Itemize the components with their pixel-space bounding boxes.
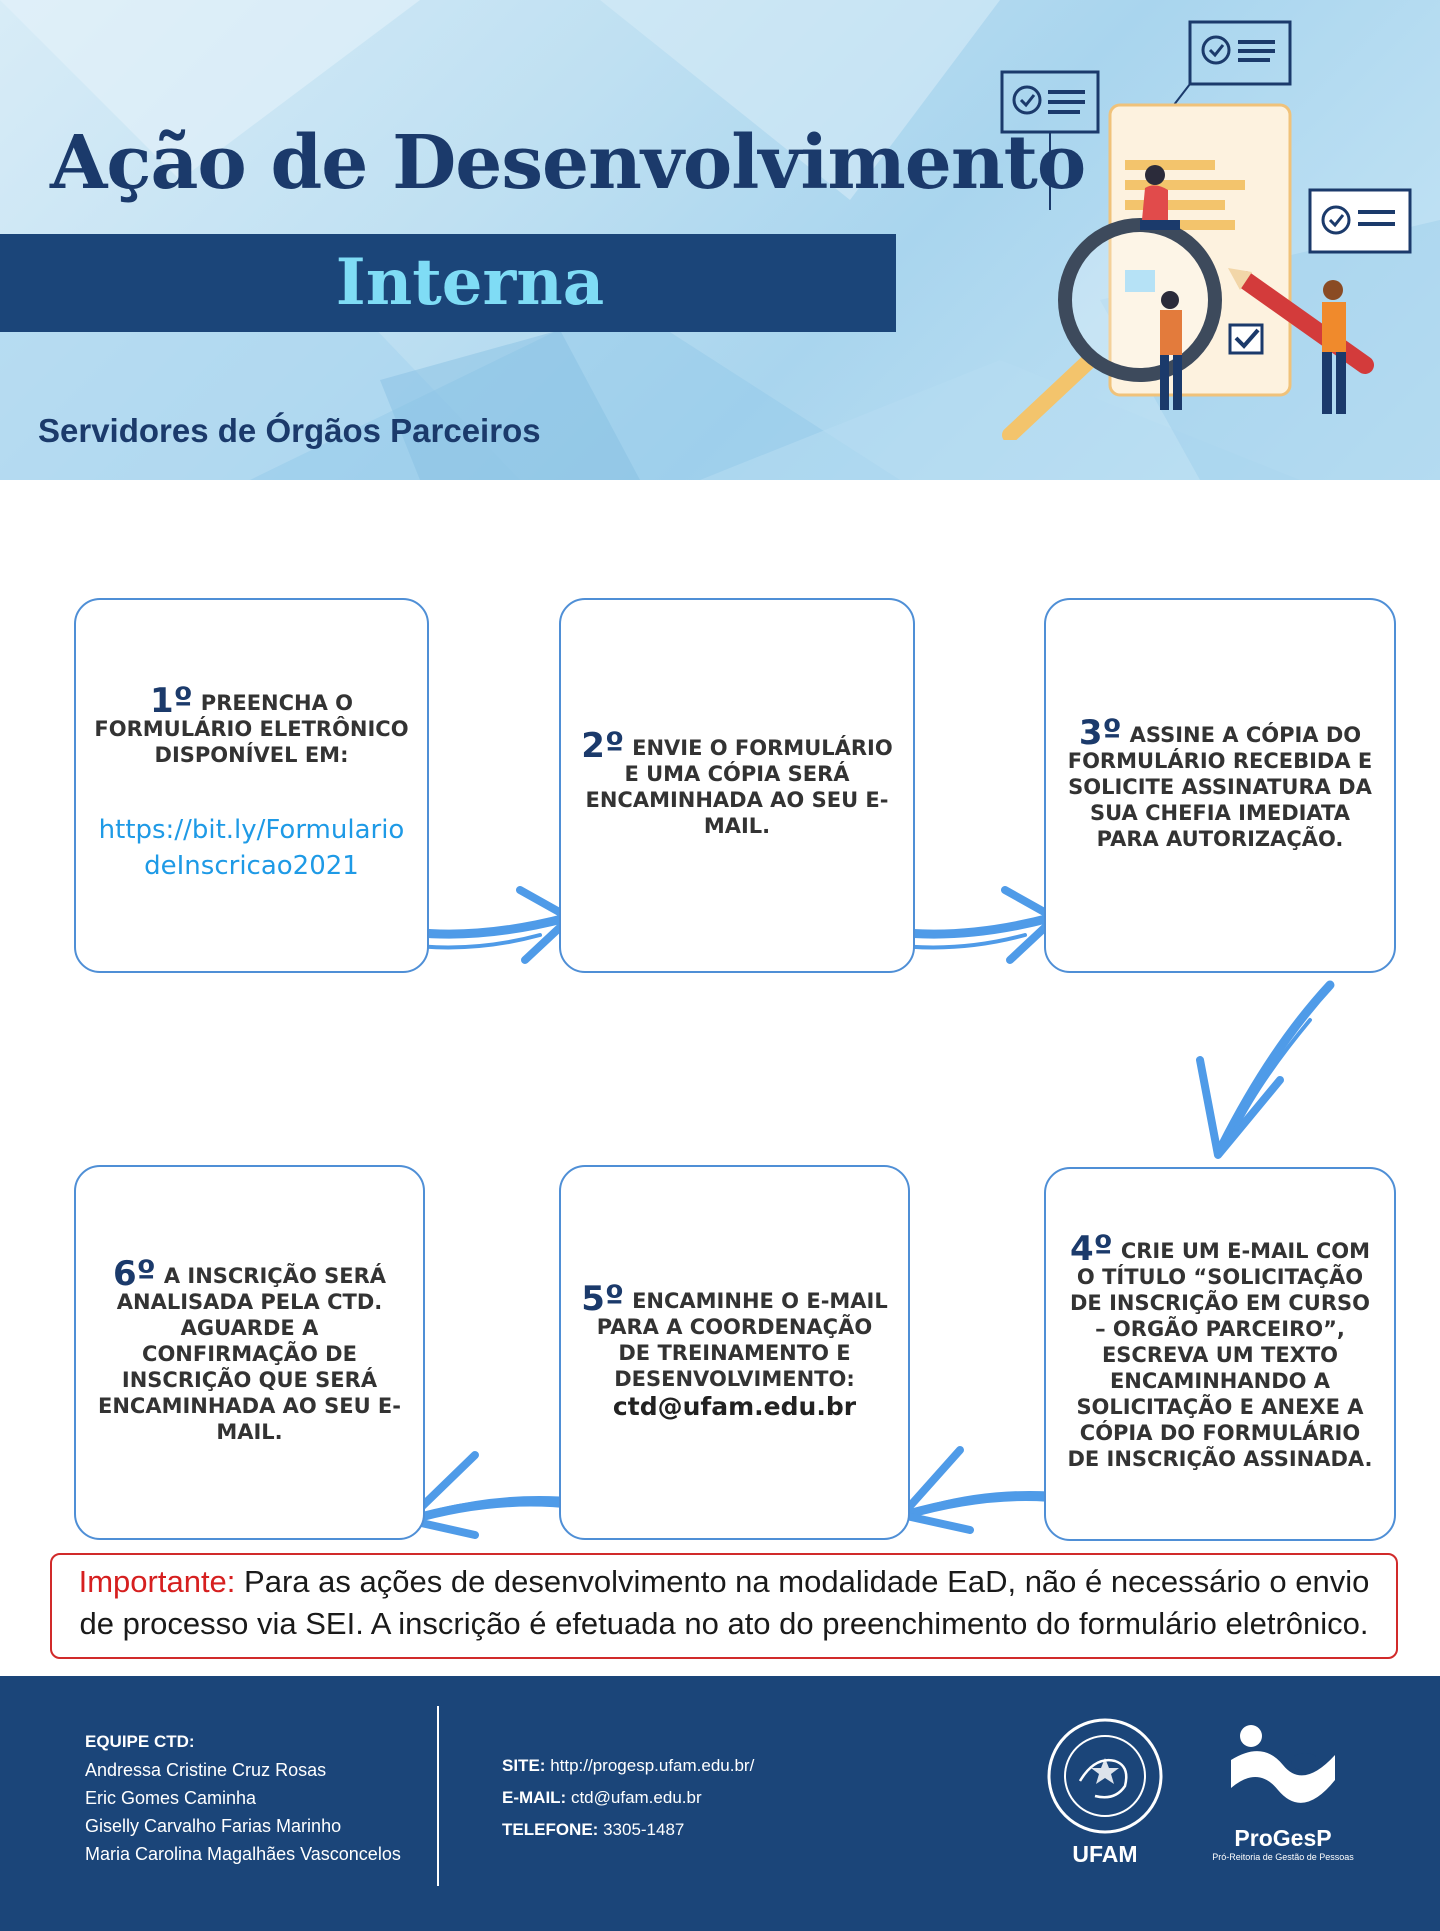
team-heading: EQUIPE CTD: xyxy=(85,1732,195,1751)
audience-label: Servidores de Órgãos Parceiros xyxy=(38,412,541,449)
step-card-4 xyxy=(1044,1167,1396,1541)
step-5-number: 5º xyxy=(581,1278,625,1319)
step-1-text: 1º PREENCHA O FORMULÁRIO ELETRÔNICO DISPONÍVEL EM: xyxy=(94,680,409,767)
important-note xyxy=(50,1553,1398,1659)
progesp-logo xyxy=(1208,1720,1358,1862)
arrow-down-icon xyxy=(1220,985,1330,1150)
team-member: Andressa Cristine Cruz Rosas xyxy=(85,1760,327,1780)
ctd-email[interactable]: ctd@ufam.edu.br xyxy=(612,1391,857,1421)
progesp-emblem-icon xyxy=(1223,1720,1343,1820)
progesp-sub: Pró-Reitoria de Gestão de Pessoas xyxy=(1212,1852,1354,1862)
step-2-text: 2º ENVIE O FORMULÁRIO E UMA CÓPIA SERÁ ENCAMINHADA AO SEU E-MAIL. xyxy=(581,725,893,838)
progesp-label: ProGesP xyxy=(1234,1825,1332,1851)
email-link[interactable]: ctd@ufam.edu.br xyxy=(570,1788,702,1807)
ufam-logo xyxy=(1042,1716,1168,1868)
footer xyxy=(0,1676,1440,1931)
step-4-text: 4º CRIE UM E-MAIL COM O TÍTULO “SOLICITAÇÃO DE INSCRIÇÃO EM CURSO – ORGÃO PARCEIRO”, ESCREVA UM TEXTO ENCAMINHANDO A SOLICITAÇÃO E ANEXE A CÓPIA DO FORMULÁRIO DE INSCRIÇÃO ASSINADA. xyxy=(1067,1229,1373,1471)
contact-info xyxy=(502,1750,754,1846)
step-2-number: 2º xyxy=(581,725,625,766)
step-card-5 xyxy=(559,1165,910,1540)
step-card-6 xyxy=(74,1165,425,1540)
ufam-seal-icon xyxy=(1045,1716,1165,1836)
step-5-text: 5º ENCAMINHE O E-MAIL PARA A COORDENAÇÃO DE TREINAMENTO E DESENVOLVIMENTO: ctd@ufam.edu.br xyxy=(579,1286,890,1420)
important-label: Importante: xyxy=(78,1564,236,1599)
email-label: E-MAIL: xyxy=(502,1788,567,1807)
magnifier-icon xyxy=(1010,360,1090,435)
phone-number: 3305-1487 xyxy=(603,1820,685,1839)
site-label: SITE: xyxy=(502,1756,546,1775)
team-member: Eric Gomes Caminha xyxy=(85,1788,257,1808)
checklist-card-icon xyxy=(1310,190,1410,252)
step-6-text: 6º A INSCRIÇÃO SERÁ ANALISADA PELA CTD. AGUARDE A CONFIRMAÇÃO DE INSCRIÇÃO QUE SERÁ ENCAMINHADA AO SEU E-MAIL. xyxy=(97,1253,401,1444)
phone-label: TELEFONE: xyxy=(502,1820,599,1839)
ufam-label: UFAM xyxy=(1072,1841,1138,1867)
team-list xyxy=(85,1728,401,1868)
document-review-illustration xyxy=(990,10,1420,440)
team-member: Maria Carolina Magalhães Vasconcelos xyxy=(85,1844,401,1864)
page-subtitle: Interna xyxy=(335,245,605,320)
step-card-3 xyxy=(1044,598,1396,973)
step-6-number: 6º xyxy=(112,1253,156,1294)
page-title: Ação de Desenvolvimento xyxy=(50,120,1086,206)
checkbox-icon xyxy=(1230,325,1262,353)
step-3-number: 3º xyxy=(1078,712,1122,753)
step-1-number: 1º xyxy=(149,680,193,721)
step-card-2 xyxy=(559,598,915,973)
team-member: Giselly Carvalho Farias Marinho xyxy=(85,1816,342,1836)
step-card-1 xyxy=(74,598,429,973)
step-4-number: 4º xyxy=(1069,1229,1113,1269)
step-3-text: 3º ASSINE A CÓPIA DO FORMULÁRIO RECEBIDA E SOLICITE ASSINATURA DA SUA CHEFIA IMEDIATA PARA AUTORIZAÇÃO. xyxy=(1067,712,1373,851)
form-link[interactable]: https://bit.ly/FormulariodeInscricao2021 xyxy=(98,814,405,881)
header-banner xyxy=(0,0,1440,480)
footer-divider xyxy=(437,1706,439,1886)
important-text: Para as ações de desenvolvimento na modalidade EaD, não é necessário o envio de processo via SEI. A inscrição é efetuada no ato do preenchimento do formulário eletrônico. xyxy=(79,1564,1370,1641)
site-link[interactable]: http://progesp.ufam.edu.br/ xyxy=(550,1756,755,1775)
